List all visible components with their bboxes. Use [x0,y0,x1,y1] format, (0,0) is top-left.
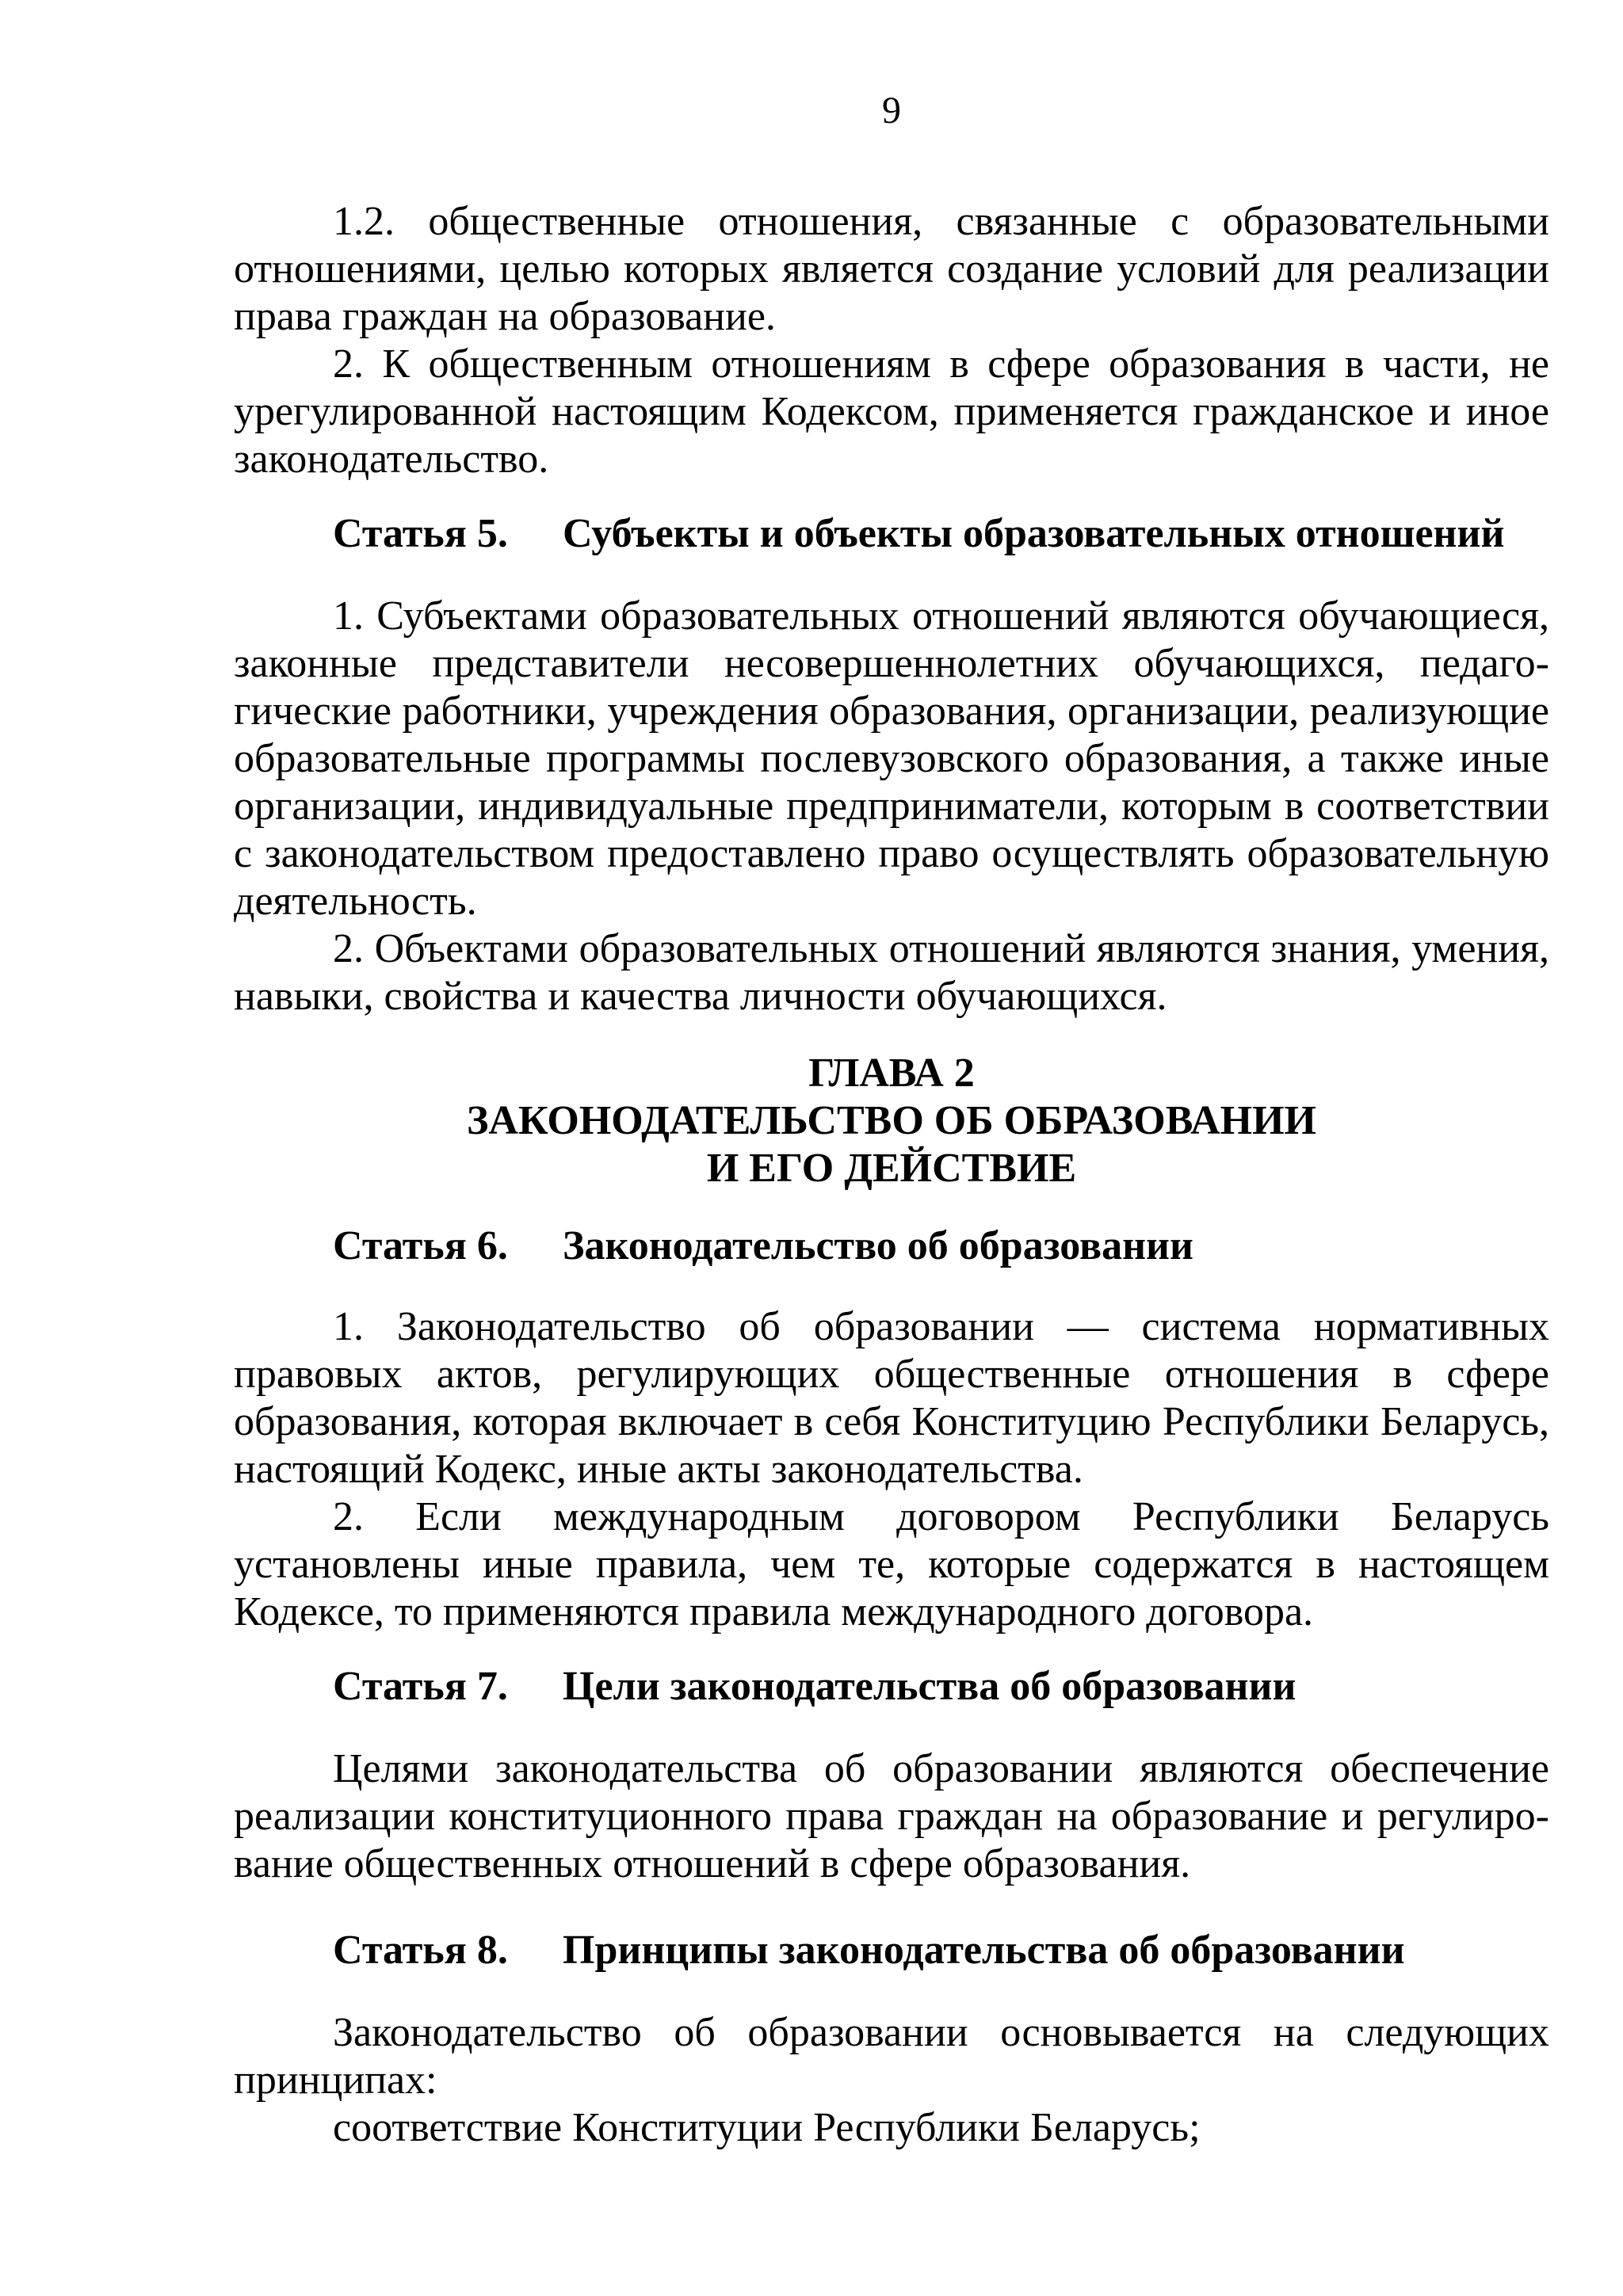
article-5-number: Статья 5. [333,511,508,556]
article-6-paragraph-2: 2. Если международным договором Республики Беларусь установлены иные правила, чем те, которые содержатся в настоящем Кодексе, то применяются правила международного договора. [234,1494,1549,1634]
article-8-heading [234,1927,1549,1974]
article-7-body [234,1745,1549,1888]
article-5-heading [234,510,1549,558]
article-6-title: Законодательство об образовании [563,1223,1193,1268]
chapter-2-label: ГЛАВА 2 [808,1051,975,1096]
article-6-body [234,1303,1549,1636]
article-5-paragraph-1: 1. Субъектами образовательных отношений являются обучающиеся, законные представители несовершеннолетних обучающихся, педагогические работники, учреждения образования, организации, реализующие образовательные программы послевузовского образования, а также иные организации, индивидуальные предприниматели, которым в соответствии с законодательством предоставлено право осуществлять образовательную деятельность. [234,593,1549,924]
article-5-paragraph-2: 2. Объектами образовательных отношений являются знания, умения, навыки, свойства и качества личности обучающихся. [234,926,1549,1019]
article-8-paragraph-2: соответствие Конституции Республики Беларусь; [333,2105,1201,2150]
article-8-title: Принципы законодательства об образовании [563,1928,1405,1973]
article-7-title: Цели законодательства об образовании [563,1664,1296,1709]
article-6-heading [234,1222,1549,1270]
article-8-body [234,2009,1549,2152]
article-7-paragraph-1: Целями законодательства об образовании являются обеспечение реализации конституционного права граждан на образование и регулирование общественных отношений в сфере образования. [234,1746,1549,1886]
article-6-number: Статья 6. [333,1223,508,1268]
article-8-number: Статья 8. [333,1928,508,1973]
article-5-body [234,593,1549,1020]
chapter-2-title-line-2: И ЕГО ДЕЙСТВИЕ [706,1146,1077,1191]
page-number: 9 [882,90,901,132]
article-7-heading [234,1663,1549,1711]
paragraph-2: 2. К общественным отношениям в сфере образования в части, не урегулированной настоящим Кодексом, применяется гражданское и иное законодательство. [234,341,1549,482]
article-5-title: Субъекты и объекты образовательных отношений [563,511,1505,556]
article-8-paragraph-1: Законодательство об образовании основывается на следующих принципах: [234,2010,1549,2103]
chapter-2-heading [234,1050,1549,1192]
paragraph-1-2: 1.2. общественные отношения, связанные с образовательными отношениями, целью которых является создание условий для реализации права граждан на образование. [234,199,1549,339]
article-6-paragraph-1: 1. Законодательство об образовании — система нормативных правовых актов, регулирующих общественные отношения в сфере образования, которая включает в себя Конституцию Республики Беларусь, настоящий Кодекс, иные акты законодательства. [234,1304,1549,1492]
article-7-number: Статья 7. [333,1664,508,1709]
continuation-block [234,198,1549,483]
chapter-2-title-line-1: ЗАКОНОДАТЕЛЬСТВО ОБ ОБРАЗОВАНИИ [466,1098,1317,1143]
